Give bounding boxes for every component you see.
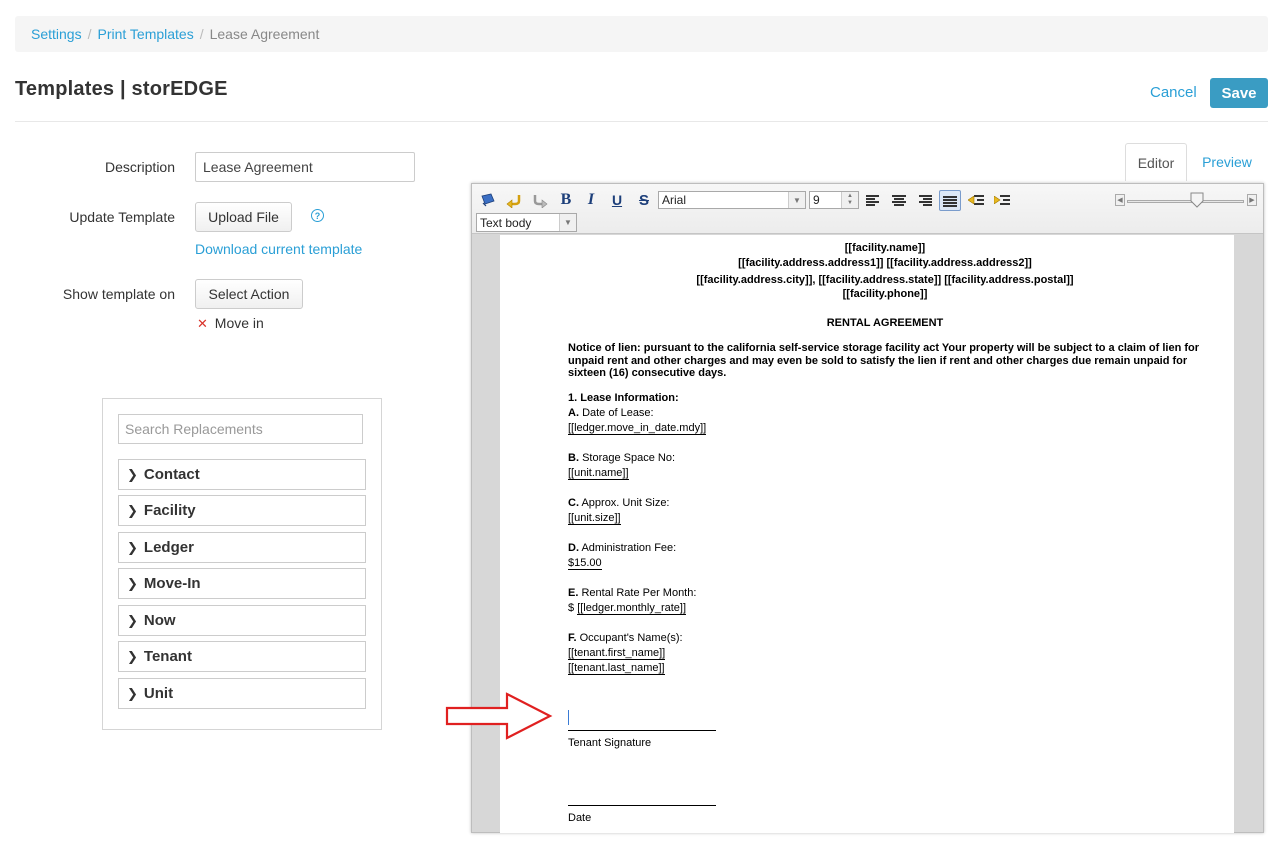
paragraph-style-value: Text body	[480, 215, 532, 230]
zoom-slider[interactable]	[1127, 200, 1244, 203]
replacement-group-facility[interactable]	[118, 495, 366, 526]
placeholder-monthly-rate: [[ledger.monthly_rate]]	[577, 602, 687, 614]
tab-editor[interactable]: Editor	[1125, 143, 1187, 181]
font-size-select[interactable]	[809, 191, 859, 209]
text-cursor	[568, 710, 569, 725]
replacement-group-label: Unit	[143, 685, 174, 702]
placeholder-last-name: [[tenant.last_name]]	[568, 662, 665, 674]
font-name-value: Arial	[662, 193, 687, 207]
breadcrumb-separator: /	[199, 26, 204, 42]
replacement-group-contact[interactable]	[118, 459, 366, 490]
search-replacements-input[interactable]: Search Replacements	[118, 414, 363, 444]
bold-icon[interactable]: B	[560, 191, 572, 208]
date-line	[568, 805, 716, 806]
chevron-right-icon: ❯	[127, 575, 138, 591]
facility-address: [[facility.address.address1]] [[facility.address.address2]]	[738, 257, 1032, 269]
field-label: A. Date of Lease:	[568, 407, 654, 419]
zoom-in-icon[interactable]: ▶	[1247, 194, 1257, 206]
justify-icon[interactable]	[939, 190, 961, 211]
italic-icon[interactable]: I	[587, 191, 595, 208]
annotation-arrow-icon	[444, 690, 556, 742]
breadcrumb-print-templates[interactable]: Print Templates	[97, 26, 194, 42]
download-template-link[interactable]: Download current template	[195, 241, 363, 257]
chevron-right-icon: ❯	[127, 502, 138, 518]
underline-icon[interactable]: U	[611, 192, 623, 208]
align-center-icon[interactable]	[890, 191, 908, 209]
field-letter: A.	[568, 407, 579, 419]
agreement-title: RENTAL AGREEMENT	[826, 317, 944, 329]
indent-decrease-icon[interactable]	[968, 191, 986, 209]
field-value	[568, 512, 621, 524]
header-divider	[15, 121, 1268, 122]
field-letter: F.	[568, 632, 577, 644]
editor-toolbar	[472, 184, 1263, 234]
save-button[interactable]: Save	[1210, 78, 1268, 108]
paragraph-style-select[interactable]	[476, 213, 577, 232]
replacement-group-label: Tenant	[143, 648, 192, 665]
field-letter: B.	[568, 452, 579, 464]
admin-fee-value: $15.00	[568, 557, 602, 569]
zoom-out-icon[interactable]: ◀	[1115, 194, 1125, 206]
chevron-down-icon: ▼	[559, 214, 576, 231]
field-value	[568, 422, 706, 434]
chevron-right-icon: ❯	[127, 648, 138, 664]
replacement-group-label: Contact	[143, 466, 200, 483]
spinner-icon: ▲ ▼	[841, 192, 858, 208]
selected-action	[197, 315, 264, 332]
selected-action-label: Move in	[214, 315, 264, 331]
field-letter: E.	[568, 587, 579, 599]
undo-icon[interactable]	[505, 191, 523, 209]
replacements-panel	[102, 398, 382, 730]
field-label: C. Approx. Unit Size:	[568, 497, 670, 509]
replacement-group-label: Facility	[143, 502, 196, 519]
facility-city-line: [[facility.address.city]], [[facility.address.state]] [[facility.address.postal]]	[696, 274, 1074, 286]
field-value	[568, 647, 665, 659]
field-value	[568, 467, 629, 479]
notice-line: unpaid rent and other charges and may even be sold to satisfy the lien if rent and other charges due remain unpaid for	[568, 355, 1188, 367]
font-size-value: 9	[813, 193, 820, 207]
placeholder-unit-name: [[unit.name]]	[568, 467, 629, 479]
field-label: B. Storage Space No:	[568, 452, 676, 464]
replacement-group-label: Move-In	[143, 575, 201, 592]
date-label: Date	[568, 812, 592, 824]
chevron-down-icon: ▼	[788, 192, 805, 208]
replacement-group-move-in[interactable]	[118, 568, 366, 599]
facility-phone: [[facility.phone]]	[842, 288, 928, 300]
remove-icon[interactable]: ✕	[197, 316, 208, 331]
show-template-label: Show template on	[62, 286, 175, 302]
placeholder-move-in-date: [[ledger.move_in_date.mdy]]	[568, 422, 707, 434]
chevron-right-icon: ❯	[127, 539, 138, 555]
field-letter: D.	[568, 542, 579, 554]
breadcrumb-separator: /	[87, 26, 92, 42]
field-label: E. Rental Rate Per Month:	[568, 587, 697, 599]
replacement-group-label: Ledger	[143, 539, 194, 556]
update-template-label: Update Template	[69, 209, 175, 225]
facility-name: [[facility.name]]	[844, 242, 926, 254]
tenant-signature-label: Tenant Signature	[568, 737, 652, 749]
strikethrough-icon[interactable]: S	[638, 191, 649, 209]
page-title: Templates | storEDGE	[15, 78, 228, 100]
replacement-group-unit[interactable]	[118, 678, 366, 709]
breadcrumb-current: Lease Agreement	[209, 26, 320, 42]
section-heading: 1. Lease Information:	[568, 392, 679, 404]
chevron-right-icon: ❯	[127, 612, 138, 628]
notice-line: Notice of lien: pursuant to the california self-service storage facility act Your property will be subject to a claim of lien for	[568, 342, 1200, 354]
description-label: Description	[104, 159, 175, 175]
replacement-group-now[interactable]	[118, 605, 366, 636]
font-name-select[interactable]	[658, 191, 806, 209]
document-editor	[471, 183, 1264, 833]
field-value	[568, 557, 602, 569]
chevron-right-icon: ❯	[127, 466, 138, 482]
breadcrumb-settings[interactable]: Settings	[31, 26, 82, 42]
field-value	[568, 662, 665, 674]
align-right-icon[interactable]	[916, 191, 934, 209]
replacement-group-ledger[interactable]	[118, 532, 366, 563]
chevron-right-icon: ❯	[127, 685, 138, 701]
placeholder-unit-size: [[unit.size]]	[568, 512, 621, 524]
redo-icon[interactable]	[531, 191, 549, 209]
replacement-group-tenant[interactable]	[118, 641, 366, 672]
cancel-button[interactable]: Cancel	[1150, 84, 1197, 101]
field-label: D. Administration Fee:	[568, 542, 677, 554]
help-icon[interactable]: ?	[311, 209, 324, 222]
notice-line: sixteen (16) consecutive days.	[568, 367, 727, 379]
upload-file-button[interactable]: Upload File	[195, 202, 292, 232]
field-value: $ [[ledger.monthly_rate]]	[568, 602, 687, 614]
select-action-button[interactable]: Select Action	[195, 279, 303, 309]
placeholder-first-name: [[tenant.first_name]]	[568, 647, 666, 659]
signature-line	[568, 730, 716, 731]
breadcrumb	[15, 16, 1268, 52]
align-left-icon[interactable]	[864, 191, 882, 209]
field-label: F. Occupant's Name(s):	[568, 632, 683, 644]
stylist-icon[interactable]	[479, 191, 497, 209]
tab-preview[interactable]: Preview	[1202, 154, 1252, 170]
indent-increase-icon[interactable]	[994, 191, 1012, 209]
document-page[interactable]	[500, 235, 1234, 833]
zoom-slider-handle[interactable]	[1189, 192, 1205, 208]
field-letter: C.	[568, 497, 579, 509]
replacement-group-label: Now	[143, 612, 176, 629]
description-input[interactable]	[195, 152, 415, 182]
